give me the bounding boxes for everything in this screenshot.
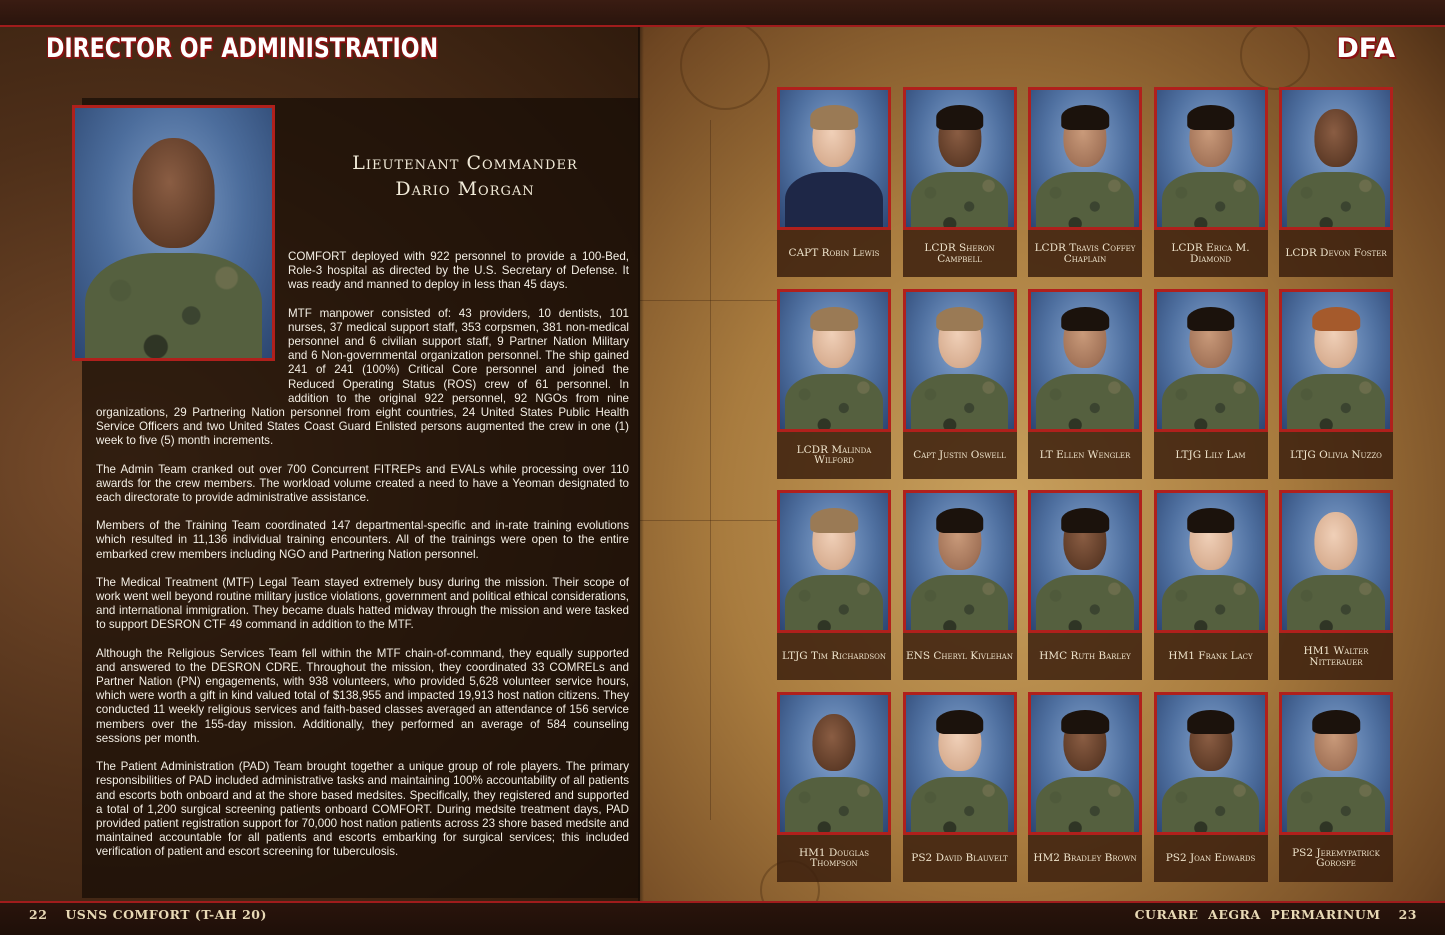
staff-card	[1154, 289, 1268, 481]
portrait-head	[132, 138, 215, 248]
portrait-uniform	[1287, 374, 1384, 432]
staff-card	[903, 490, 1017, 682]
article-paragraph: Although the Religious Services Team fell within the MTF chain-of-command, they equally supported and answered to the DESRON CDRE. Throughout the mission, they coordinated 33 COMRELs and Partner Nation (PN) engagements, with 938 volunteers, who provided 5,628 volunteer service hours, which were worth a gift in kind valued total of $138,955 and impacted 19,913 host nation citizens. They conducted 11 weekly religious services and faith-based classes averaged an attendance of 156 service members over the 155-day mission. Additionally, they performed an average of 584 counseling sessions per month.	[96, 646, 629, 745]
top-bar	[0, 0, 1445, 26]
article-paragraph: COMFORT deployed with 922 personnel to provide a 100-Bed, Role-3 hospital as directed by the U.S. Secretary of Defense. It was ready and manned to deploy in less than 45 days.	[288, 250, 629, 292]
staff-name-label: LT Ellen Wengler	[1028, 432, 1142, 479]
map-line	[710, 120, 711, 820]
staff-name-label: PS2 Joan Edwards	[1154, 835, 1268, 882]
portrait-uniform	[1287, 777, 1384, 835]
article-paragraph: The Medical Treatment (MTF) Legal Team stayed extremely busy during the mission. Their scope of work went well beyond routine military justice violations, government and political ethical considerations, and international immigration. They became duals hatted midway through the mission and were tasked to support DESRON CTF 49 command in addition to the MTF.	[96, 575, 629, 632]
staff-portrait	[1154, 692, 1268, 835]
staff-portrait	[777, 289, 891, 432]
portrait-hair	[936, 307, 984, 332]
staff-portrait	[777, 87, 891, 230]
portrait-uniform	[911, 374, 1008, 432]
staff-portrait	[1279, 87, 1393, 230]
portrait-uniform	[1287, 575, 1384, 633]
staff-name-label: PS2 David Blauvelt	[903, 835, 1017, 882]
portrait-hair	[1187, 307, 1235, 332]
staff-card	[1279, 692, 1393, 884]
footer-right	[1135, 907, 1417, 922]
staff-name-label: HM1 Walter Nitterauer	[1279, 633, 1393, 680]
staff-portrait	[1028, 87, 1142, 230]
staff-card	[1279, 289, 1393, 481]
staff-name-label: HM2 Bradley Brown	[1028, 835, 1142, 882]
staff-card	[777, 490, 891, 682]
portrait-hair	[1187, 105, 1235, 130]
staff-card	[903, 692, 1017, 884]
portrait-hair	[810, 105, 858, 130]
staff-portrait	[1028, 289, 1142, 432]
staff-card	[1279, 490, 1393, 682]
article-paragraph: Members of the Training Team coordinated 147 departmental-specific and in-rate training evolutions which resulted in 11,136 individual training encounters. All of the trainings were open to the entire embarked crew members including NGO and Partnering Nation personnel.	[96, 519, 629, 561]
map-compass-rose	[680, 20, 770, 110]
staff-portrait	[1154, 490, 1268, 633]
staff-portrait	[903, 289, 1017, 432]
portrait-uniform	[785, 575, 882, 633]
staff-portrait	[903, 692, 1017, 835]
portrait-uniform	[911, 172, 1008, 230]
staff-card	[1279, 87, 1393, 279]
staff-name-label: LTJG Lily Lam	[1154, 432, 1268, 479]
portrait-hair	[810, 307, 858, 332]
staff-card	[903, 289, 1017, 481]
staff-name-label: ENS Cheryl Kivlehan	[903, 633, 1017, 680]
article-body	[96, 250, 629, 874]
staff-portrait	[777, 692, 891, 835]
portrait-hair	[1187, 508, 1235, 533]
portrait-uniform	[785, 777, 882, 835]
staff-name-label: LCDR Sheron Campbell	[903, 230, 1017, 277]
staff-name-label: Capt Justin Oswell	[903, 432, 1017, 479]
staff-name-label: HM1 Douglas Thompson	[777, 835, 891, 882]
portrait-hair	[1312, 307, 1360, 332]
staff-portrait	[1279, 289, 1393, 432]
portrait-uniform	[1162, 374, 1259, 432]
staff-name-label: LTJG Tim Richardson	[777, 633, 891, 680]
department-code: DFA	[1336, 33, 1395, 64]
portrait-uniform	[785, 374, 882, 432]
portrait-uniform	[911, 777, 1008, 835]
staff-portrait	[1154, 289, 1268, 432]
staff-card	[777, 289, 891, 481]
staff-portrait	[903, 87, 1017, 230]
article-paragraph: MTF manpower consisted of: 43 providers, 10 dentists, 101 nurses, 37 medical support staff, 353 corpsmen, 381 non-medical personnel and 6 civilian support staff, 9 Partner Nation Military and 6 Non-governmental organization personnel. The ship gained 241 of 241 (100%) Critical Core personnel and joined the Reduced Operating Status (ROS) crew of 61 personnel. In addition to the original 922 personnel, 92 NGOs from nine organizations, 29 Partnering Nation personnel from eight countries, 24 United States Public Health Service Officers and two United States Coast Guard Enlisted persons augmented the crew in one (1) week to five (5) month increments.	[96, 306, 629, 448]
portrait-uniform	[785, 172, 882, 230]
article-paragraph: The Admin Team cranked out over 700 Concurrent FITREPs and EVALs while processing over 110 awards for the crew members. The workload volume created a need to have a Yeoman designated to each directorate to provide administrative assistance.	[96, 462, 629, 505]
portrait-uniform	[1162, 172, 1259, 230]
staff-portrait	[1279, 490, 1393, 633]
staff-portrait	[1028, 490, 1142, 633]
portrait-hair	[1061, 307, 1109, 332]
portrait-head	[1314, 109, 1357, 167]
portrait-hair	[1187, 710, 1235, 735]
portrait-uniform	[1036, 777, 1133, 835]
staff-card	[1154, 692, 1268, 884]
director-full-name: Dario Morgan	[395, 178, 535, 200]
staff-card	[903, 87, 1017, 279]
director-name	[300, 150, 630, 202]
portrait-uniform	[1036, 575, 1133, 633]
page-title: DIRECTOR OF ADMINISTRATION	[46, 33, 439, 64]
staff-portrait	[903, 490, 1017, 633]
portrait-head	[1314, 512, 1357, 570]
portrait-hair	[1061, 710, 1109, 735]
portrait-hair	[1312, 710, 1360, 735]
ship-motto: CURARE AEGRA PERMARINUM	[1134, 907, 1381, 922]
staff-name-label: LCDR Devon Foster	[1279, 230, 1393, 277]
staff-name-label: CAPT Robin Lewis	[777, 230, 891, 277]
page-number-left: 22	[29, 907, 48, 922]
staff-portrait	[777, 490, 891, 633]
portrait-hair	[810, 508, 858, 533]
article-paragraph: The Patient Administration (PAD) Team brought together a unique group of role players. The primary responsibilities of PAD included administrative tasks and maintaining 100% accountability of all patients and escorts both onboard and at the shore based medsites. Specifically, they registered and supported a total of 1,200 surgical screening patients onboard COMFORT. During medsite treatment days, PAD provided patient registration support for 70,000 host nation patients across 23 shore based medsite and maintained accountable for all patients and escorts embarking for surgical services; this included verification of patient and escort screening for tuberculosis.	[96, 760, 629, 859]
staff-name-label: LCDR Malinda Wilford	[777, 432, 891, 479]
portrait-hair	[1061, 105, 1109, 130]
portrait-uniform	[1162, 575, 1259, 633]
portrait-uniform	[1036, 374, 1133, 432]
staff-card	[777, 692, 891, 884]
staff-portrait	[1279, 692, 1393, 835]
portrait-hair	[1061, 508, 1109, 533]
portrait-head	[812, 714, 855, 772]
staff-card	[1028, 289, 1142, 481]
portrait-uniform	[1162, 777, 1259, 835]
director-rank: Lieutenant Commander	[352, 152, 578, 174]
staff-card	[1028, 692, 1142, 884]
staff-card	[1028, 490, 1142, 682]
portrait-uniform	[1036, 172, 1133, 230]
page-number-right: 23	[1398, 907, 1417, 922]
footer-left	[29, 907, 267, 922]
portrait-hair	[936, 105, 984, 130]
portrait-hair	[936, 508, 984, 533]
staff-card	[777, 87, 891, 279]
staff-card	[1154, 490, 1268, 682]
ship-name: USNS COMFORT (T-AH 20)	[65, 907, 267, 922]
staff-name-label: LCDR Travis Coffey Chaplain	[1028, 230, 1142, 277]
staff-portrait	[1154, 87, 1268, 230]
top-rule	[0, 25, 1445, 27]
staff-name-label: HM1 Frank Lacy	[1154, 633, 1268, 680]
map-compass-rose	[1240, 20, 1310, 90]
photo-wrap-spacer	[96, 250, 288, 398]
staff-portrait	[1028, 692, 1142, 835]
portrait-uniform	[911, 575, 1008, 633]
portrait-uniform	[1287, 172, 1384, 230]
staff-card	[1154, 87, 1268, 279]
portrait-hair	[936, 710, 984, 735]
staff-name-label: PS2 Jeremypatrick Gorospe	[1279, 835, 1393, 882]
staff-name-label: LTJG Olivia Nuzzo	[1279, 432, 1393, 479]
staff-name-label: LCDR Erica M. Diamond	[1154, 230, 1268, 277]
staff-name-label: HMC Ruth Barley	[1028, 633, 1142, 680]
staff-card	[1028, 87, 1142, 279]
